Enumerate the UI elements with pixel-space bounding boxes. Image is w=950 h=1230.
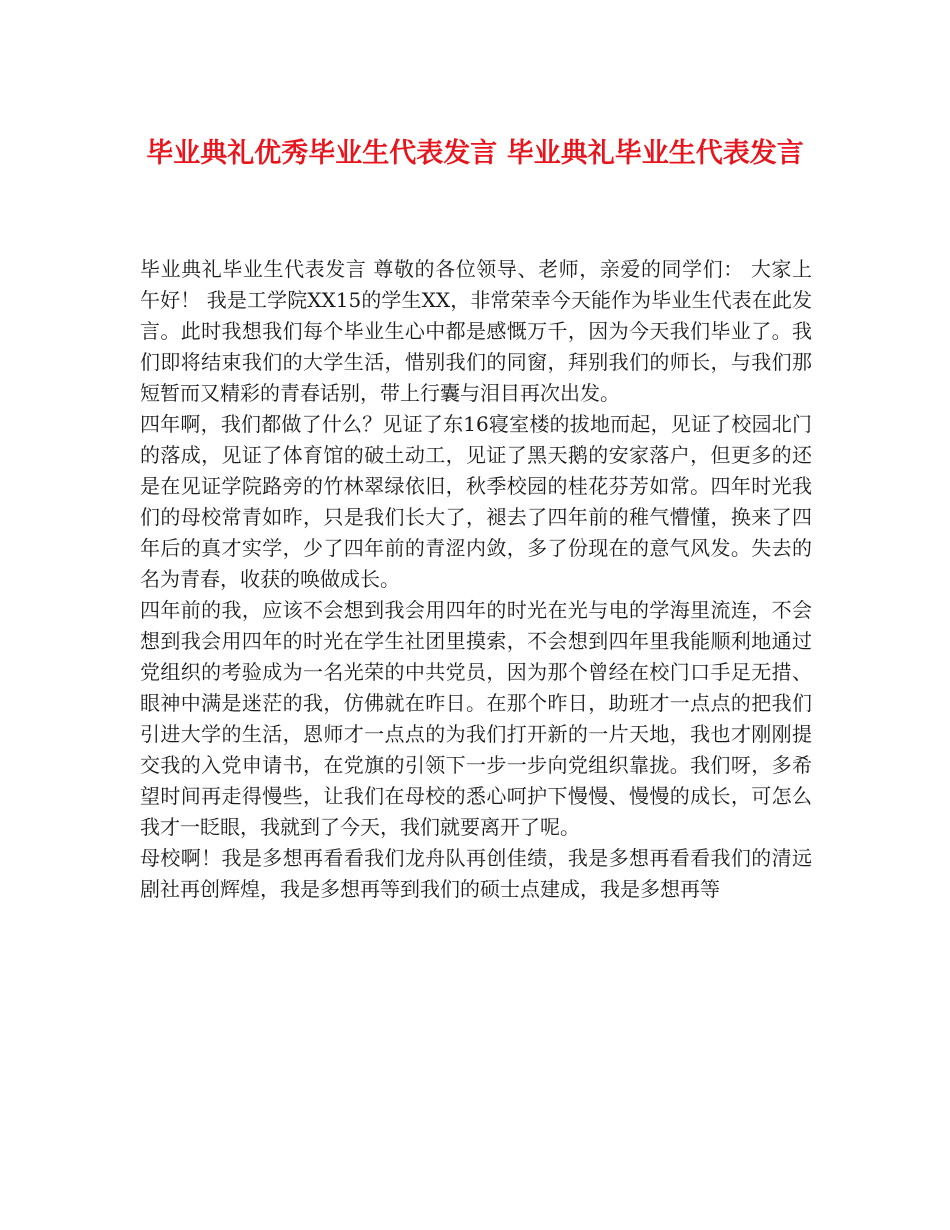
paragraph: 四年啊，我们都做了什么？见证了东16寝室楼的拔地而起，见证了校园北门的落成，见证了体育馆的破土动工，见证了黑天鹅的安家落户，但更多的还是在见证学院路旁的竹林翠绿依旧，秋季校园的桂花芬芳如常。四年时光我们的母校常青如昨，只是我们长大了，褪去了四年前的稚气懵懂，换来了四年后的真才实学，少了四年前的青涩内敛，多了份现在的意气风发。失去的名为青春，收获的唤做成长。 [140,412,812,591]
paragraph: 四年前的我，应该不会想到我会用四年的时光在光与电的学海里流连，不会想到我会用四年的时光在学生社团里摸索，不会想到四年里我能顺利地通过党组织的考验成为一名光荣的中共党员，因为那个曾经在校门口手足无措、眼神中满是迷茫的我，仿佛就在昨日。在那个昨日，助班才一点点的把我们引进大学的生活，恩师才一点点的为我们打开新的一片天地，我也才刚刚提交我的入党申请书，在党旗的引领下一步一步向党组织靠拢。我们呀，多希望时间再走得慢些，让我们在母校的悉心呵护下慢慢、慢慢的成长，可怎么我才一眨眼，我就到了今天，我们就要离开了呢。 [140,598,812,839]
paragraph: 毕业典礼毕业生代表发言 尊敬的各位领导、老师，亲爱的同学们： 大家上午好！ 我是工学院XX15的学生XX，非常荣幸今天能作为毕业生代表在此发言。此时我想我们每个毕业生心中都是感慨万千，因为今天我们毕业了。我们即将结束我们的大学生活，惜别我们的同窗，拜别我们的师长，与我们那短暂而又精彩的青春话别，带上行囊与泪目再次出发。 [140,257,812,405]
paragraph: 母校啊！我是多想再看看我们龙舟队再创佳绩，我是多想再看看我们的清远剧社再创辉煌，我是多想再等到我们的硕士点建成，我是多想再等 [140,846,812,901]
document-body [140,254,812,905]
document-title: 毕业典礼优秀毕业生代表发言 毕业典礼毕业生代表发言 [146,138,804,169]
